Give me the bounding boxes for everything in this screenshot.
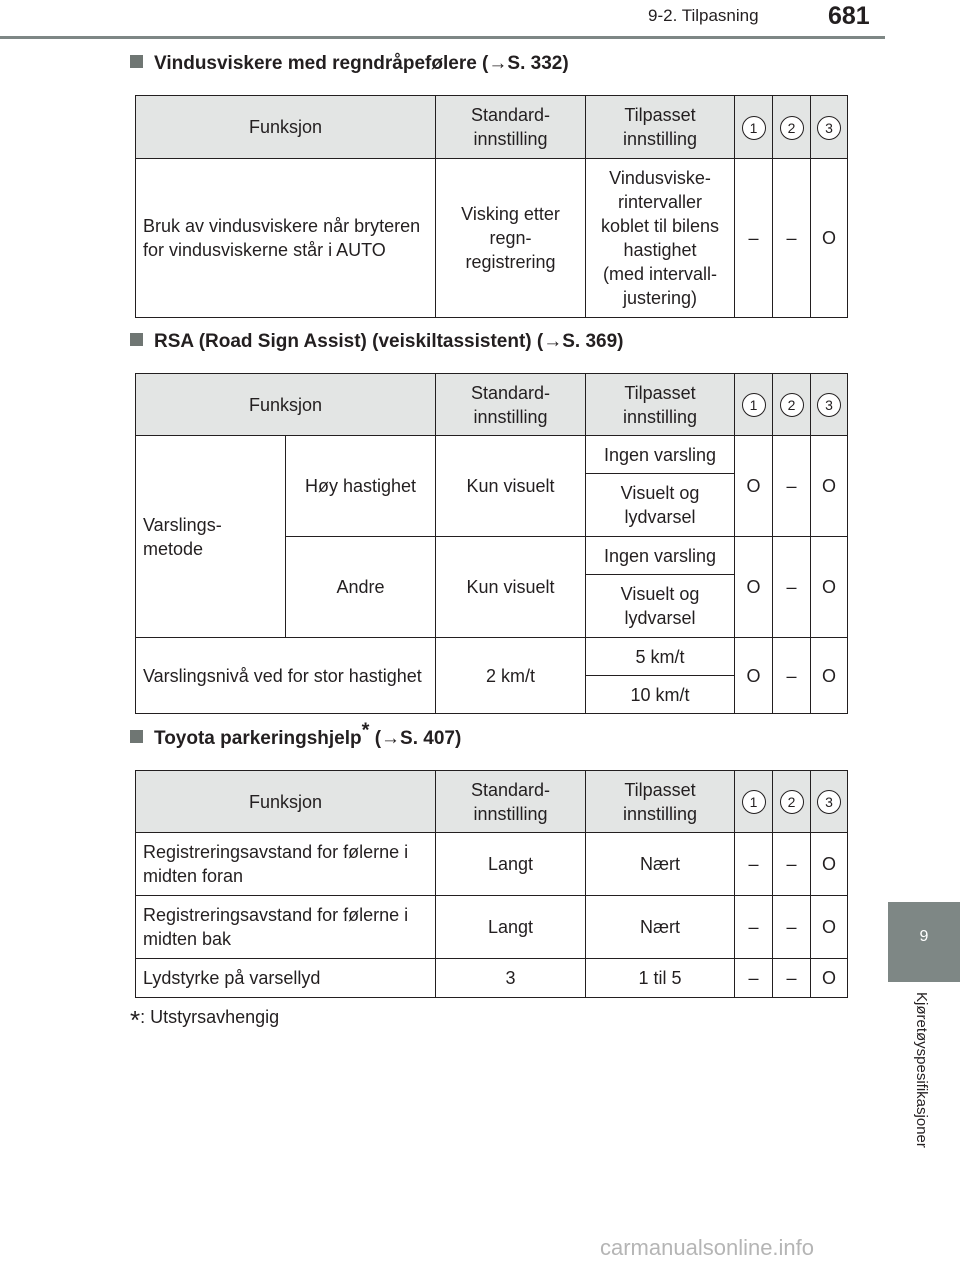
col-header-3 [811,374,848,436]
page-reference-link[interactable]: S. 369) [562,331,624,352]
mode-2-cell: – [773,159,811,318]
mode-3-cell: O [811,537,848,638]
mode-3-cell: O [811,833,848,896]
table-rsa [135,373,848,714]
circled-2-icon: 2 [780,116,804,140]
col-header-function: Funksjon [136,374,436,436]
col-header-standard: Standard- innstilling [436,374,586,436]
mode-1-cell: – [735,159,773,318]
custom-cell: Vindusviske- rintervaller koblet til bilens hastighet (med intervall- justering) [586,159,735,318]
option-cell: Visuelt og lydvarsel [586,474,735,537]
mode-2-cell: – [773,638,811,714]
circled-1-icon: 1 [742,790,766,814]
mode-2-cell: – [773,959,811,998]
arrow-icon: → [381,728,401,749]
mode-2-cell: – [773,896,811,959]
standard-cell: Visking etter regn- registrering [436,159,586,318]
col-header-function: Funksjon [136,96,436,159]
square-bullet-icon [130,55,143,68]
watermark: carmanualsonline.info [600,1235,815,1260]
col-header-3 [811,771,848,833]
footnote-marker: * [361,719,370,742]
footnote: *: Utstyrsavhengig [130,1005,280,1035]
sub-function-cell: Høy hastighet [286,436,436,537]
section-title: 9-2. Tilpasning [648,6,759,25]
standard-cell: Langt [436,833,586,896]
standard-cell: Kun visuelt [436,436,586,537]
chapter-tab[interactable]: 9 [888,902,960,982]
arrow-icon: → [488,53,508,74]
section-heading-rsa: RSA (Road Sign Assist) (veiskiltassistent) (→S. 369) [130,331,624,353]
table-row [136,833,848,896]
circled-2-icon: 2 [780,393,804,417]
section-heading-wipers: Vindusviskere med regndråpefølere (→S. 332) [130,53,569,75]
col-header-custom: Tilpasset innstilling [586,96,735,159]
table-row [136,159,848,318]
circled-3-icon: 3 [817,116,841,140]
page-reference-link[interactable]: S. 407) [400,728,462,749]
function-cell: Varslingsnivå ved for stor hastighet [136,638,436,714]
col-header-custom: Tilpasset innstilling [586,374,735,436]
function-cell: Registreringsavstand for følerne i midten bak [136,896,436,959]
table-row [136,896,848,959]
col-header-1 [735,374,773,436]
warning-method-cell: Varslings- metode [136,436,286,638]
option-cell: 10 km/t [586,676,735,714]
option-cell: Visuelt og lydvarsel [586,575,735,638]
section-heading-parking: Toyota parkeringshjelp* (→S. 407) [130,728,461,750]
mode-1-cell: O [735,537,773,638]
custom-cell: Nært [586,896,735,959]
mode-1-cell: – [735,959,773,998]
table-row [136,436,848,474]
mode-1-cell: – [735,896,773,959]
page-number: 681 [828,2,870,30]
circled-3-icon: 3 [817,393,841,417]
mode-1-cell: O [735,436,773,537]
col-header-1 [735,771,773,833]
square-bullet-icon [130,333,143,346]
table-row [136,959,848,998]
col-header-2 [773,771,811,833]
square-bullet-icon [130,730,143,743]
table-row [136,638,848,676]
mode-3-cell: O [811,436,848,537]
col-header-1 [735,96,773,159]
col-header-2 [773,96,811,159]
sub-function-cell: Andre [286,537,436,638]
standard-cell: Langt [436,896,586,959]
header-divider [0,36,885,39]
col-header-custom: Tilpasset innstilling [586,771,735,833]
page-reference-link[interactable]: S. 332) [507,53,569,74]
custom-cell: 1 til 5 [586,959,735,998]
col-header-standard: Standard- innstilling [436,771,586,833]
standard-cell: Kun visuelt [436,537,586,638]
col-header-function: Funksjon [136,771,436,833]
mode-1-cell: – [735,833,773,896]
footnote-marker: * [130,1005,141,1035]
mode-2-cell: – [773,833,811,896]
function-cell: Bruk av vindusviskere når bryteren for vindusviskerne står i AUTO [136,159,436,318]
arrow-icon: → [543,331,563,352]
table-parking [135,770,848,998]
standard-cell: 3 [436,959,586,998]
function-cell: Registreringsavstand for følerne i midten foran [136,833,436,896]
col-header-3 [811,96,848,159]
table-wipers [135,95,848,318]
function-cell: Lydstyrke på varsellyd [136,959,436,998]
circled-1-icon: 1 [742,116,766,140]
mode-3-cell: O [811,638,848,714]
standard-cell: 2 km/t [436,638,586,714]
col-header-standard: Standard- innstilling [436,96,586,159]
circled-2-icon: 2 [780,790,804,814]
mode-2-cell: – [773,537,811,638]
mode-1-cell: O [735,638,773,714]
mode-3-cell: O [811,959,848,998]
mode-3-cell: O [811,896,848,959]
custom-cell: Nært [586,833,735,896]
option-cell: Ingen varsling [586,537,735,575]
mode-2-cell: – [773,436,811,537]
circled-1-icon: 1 [742,393,766,417]
circled-3-icon: 3 [817,790,841,814]
option-cell: Ingen varsling [586,436,735,474]
mode-3-cell: O [811,159,848,318]
col-header-2 [773,374,811,436]
option-cell: 5 km/t [586,638,735,676]
chapter-title: Kjøretøyspesifikasjoner [913,992,930,1148]
